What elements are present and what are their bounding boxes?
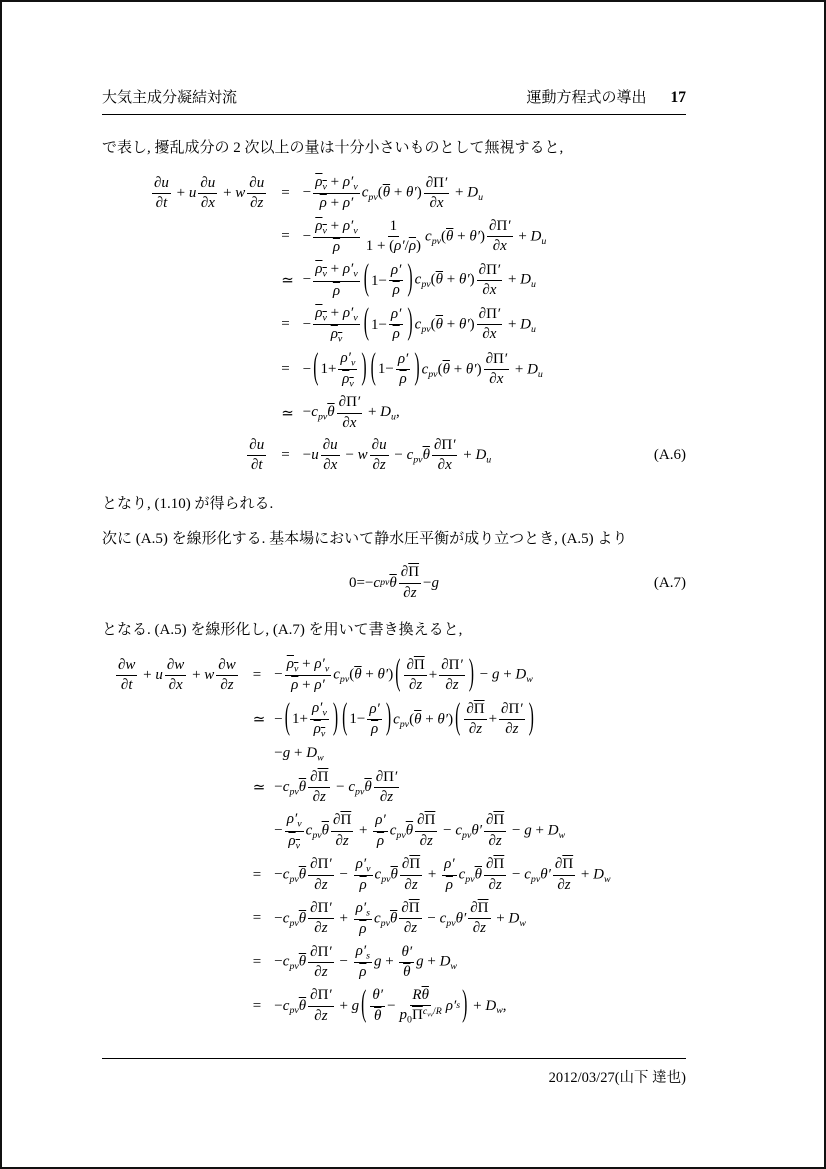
equation-tag (680, 856, 686, 895)
paragraph-linearize: 次に (A.5) を線形化する. 基本場において静水圧平衡が成り立つとき, (A.5) より (102, 531, 628, 547)
equation-lhs (150, 218, 272, 257)
equation-w-row-1 (114, 653, 686, 695)
footer-date: 2012/03/27(山下 達也) (548, 1070, 686, 1086)
equation-relation: = (281, 228, 290, 245)
equation-tag (648, 218, 686, 257)
equation-tag (648, 261, 686, 300)
equation-w-row-9 (114, 983, 686, 1026)
equation-a6-row-5 (150, 347, 686, 390)
equation-a6-row-7 (150, 437, 686, 475)
equation-relation: ≃ (252, 711, 266, 728)
equation-a6-row-2 (150, 218, 686, 257)
equation-tag (680, 700, 686, 740)
header-right-group (526, 86, 686, 107)
equation-lhs (114, 900, 244, 939)
equation-a6-row-3 (150, 258, 686, 300)
equation-a6-row-1 (150, 174, 686, 213)
page-footer (102, 1058, 686, 1087)
equation-rhs: − $\frac{\rho'_v}{\rho_v}$ $c_{pv}\overline{\theta}$ $\frac{\partial\overline{\Pi}}{\partial z}$ + $\frac{\rho'}{\rho}$ $c_{pv}\overline{\theta}$ $\frac{\partial\overline{\Pi}}{\partial z}$ − $c_{pv}\theta'$ $\frac{\partial\overline{\Pi}}{\partial z}$ − $g + D_w$ (274, 811, 566, 851)
equation-relation: = (252, 997, 262, 1014)
equation-relation: ≃ (281, 405, 294, 422)
equation-lhs: $\frac{\partial u}{\partial t}$ (249, 436, 265, 474)
equation-rhs: − $\frac{\rho_v + \rho'_v}{\rho}$ $\frac{1}{1 + (\rho'/\overline{\rho})}$ $c_{pv}(\overline{\theta} + \theta')$ $\frac{\partial\Pi'}{\partial x}$ + $D_u$ (302, 217, 547, 255)
equation-w-row-8 (114, 943, 686, 982)
equation-lhs (150, 305, 272, 345)
equation-block-w (114, 651, 686, 1030)
equation-a6-row-6 (150, 394, 686, 432)
equation-w-row-4 (114, 769, 686, 807)
equation-w-row-2 (114, 697, 686, 740)
equation-relation: = (252, 953, 262, 970)
page-header (102, 86, 686, 115)
equation-tag (680, 811, 686, 851)
equation-lhs: $\frac{\partial w}{\partial t}$ + u $\frac{\partial w}{\partial x}$ + w $\frac{\partial w}{\partial z}$ (118, 656, 236, 693)
equation-rhs: $-c_{pv}\overline{\theta}$ $\frac{\partial\Pi'}{\partial z}$ − $\frac{\rho'_s}{\rho}$ g + $\frac{\theta'}{\theta}$ $g + D_w$ (274, 943, 458, 981)
equation-relation (244, 811, 275, 851)
equation-relation: ≃ (281, 273, 294, 290)
equation-a7-line (102, 560, 686, 606)
equation-relation: = (252, 666, 262, 683)
equation-w-row-6 (114, 856, 686, 895)
equation-a6-row-4 (150, 302, 686, 345)
equation-lhs (114, 987, 244, 1026)
equation-relation: = (281, 360, 290, 377)
equation-a7: 0 = − c pv $\overline{\theta}$ $\partial\overline{\Pi}$ ∂z − g (348, 564, 440, 601)
equation-rhs: − $\frac{\rho_v + \rho'_v}{\rho_v}$ ( 1 − $\frac{\rho'}{\rho}$ ) $c_{pv}(\overline{\theta} + \theta')$ $\frac{\partial\Pi'}{\partial x}$ + $D_u$ (302, 302, 536, 345)
equation-rhs: − $\frac{\rho_v + \rho'_v}{\overline{\rho} + \rho'}$ $c_{pv}(\overline{\theta} + \theta')$ $\frac{\partial\Pi'}{\partial x}$ + $D_u$ (302, 174, 483, 212)
equation-relation: = (252, 910, 262, 927)
equation-tag (680, 656, 686, 695)
equation-tag (648, 350, 686, 390)
equation-lhs (114, 943, 244, 982)
equation-tag (680, 943, 686, 982)
equation-relation: = (281, 184, 290, 201)
equation-rhs: − $\frac{\rho_v + \rho'_v}{\rho}$ ( 1 − $\frac{\rho'}{\rho}$ ) $c_{pv}(\overline{\theta} + \theta')$ $\frac{\partial\Pi'}{\partial x}$ + $D_u$ (302, 258, 536, 299)
equation-lhs (114, 700, 244, 740)
equation-a7-tag: (A.7) (653, 574, 686, 591)
equation-rhs: $-g + D_w$ (274, 745, 324, 764)
equation-rhs: $-c_{pv}\overline{\theta}$ $\frac{\partial\Pi'}{\partial z}$ − $\frac{\rho'_v}{\rho}$ $c_{pv}\overline{\theta}$ $\frac{\partial\overline{\Pi}}{\partial z}$ + $\frac{\rho'}{\rho}$ $c_{pv}\overline{\theta}$ $\frac{\partial\overline{\Pi}}{\partial z}$ − $c_{pv}\theta'$ $\frac{\partial\overline{\Pi}}{\partial z}$ + $D_w$ (274, 855, 611, 894)
equation-lhs (150, 261, 272, 300)
equation-rhs: − ( 1 + $\frac{\rho'_v}{\rho_v}$ ) ( 1 − $\frac{\rho'}{\rho}$ ) $c_{pv}(\overline{\theta} + \theta')$ $\frac{\partial\Pi'}{\partial x}$ + $D_u$ (302, 347, 543, 390)
equation-relation: ≃ (252, 779, 266, 796)
equation-tag (680, 987, 686, 1026)
equation-tag (680, 769, 686, 807)
header-left-title: 大気主成分凝結対流 (102, 90, 238, 106)
equation-relation (244, 744, 275, 763)
equation-tag (680, 744, 686, 763)
equation-rhs: −u $\frac{\partial u}{\partial x}$ − w $\frac{\partial u}{\partial z}$ − $c_{pv}\overline{\theta}$ $\frac{\partial\Pi'}{\partial x}$ + $D_u$ (302, 436, 492, 474)
equation-tag: (A.6) (653, 447, 686, 464)
equation-tag (680, 900, 686, 939)
equation-rhs: $-c_{pv}\overline{\theta}$ $\frac{\partial\Pi'}{\partial z}$ + $\frac{\rho'_s}{\rho}$ $c_{pv}\overline{\theta}$ $\frac{\partial\overline{\Pi}}{\partial z}$ − $c_{pv}\theta'$ $\frac{\partial\overline{\Pi}}{\partial z}$ + $D_w$ (274, 899, 526, 937)
equation-lhs (150, 394, 272, 432)
equation-rhs: $-c_{pv}\overline{\theta}$ $\frac{\partial\Pi'}{\partial z}$ + g ( θ′ $\overline{\theta}$ − $R\overline{\theta}$ $p_0\overline{\Pi}^{c_{vv}/R}$ ρ′ s ) + $D_w$, (274, 983, 507, 1026)
equation-tag (648, 174, 686, 213)
equation-rhs: − ( 1 + $\frac{\rho'_v}{\rho_v}$ ) ( 1 − $\frac{\rho'}{\rho}$ ) $c_{pv}(\overline{\theta} + \theta')$ ( $\partial\overline{\Pi}$ ∂z + $\frac{\partial\Pi'}{\partial z}$ ) (274, 697, 534, 740)
paragraph-rewrite: となる. (A.5) を線形化し, (A.7) を用いて書き換えると, (102, 622, 463, 638)
equation-relation: = (281, 316, 290, 333)
equation-tag (648, 305, 686, 345)
equation-w-row-3 (114, 744, 686, 763)
equation-w-row-5 (114, 811, 686, 851)
paragraph-result: となり, (1.10) が得られる. (102, 496, 274, 512)
equation-relation: = (252, 866, 262, 883)
equation-lhs (114, 856, 244, 895)
equation-w-row-7 (114, 900, 686, 939)
equation-relation: = (281, 447, 290, 464)
equation-block-a6 (150, 169, 686, 479)
equation-rhs: $-c_{pv}\overline{\theta}$ $\frac{\partial\overline{\Pi}}{\partial z}$ − $c_{pv}\overline{\theta}$ $\frac{\partial\Pi'}{\partial z}$ (274, 768, 398, 805)
equation-lhs (114, 769, 244, 807)
equation-rhs: − $\frac{\rho_v + \rho'_v}{\overline{\rho} + \rho'}$ $c_{pv}(\overline{\theta} + \theta')$ ( $\partial\overline{\Pi}$ ∂z + $\frac{\partial\Pi'}{\partial z}$ ) − $g + D_w$ (274, 653, 533, 694)
header-right-title: 運動方程式の導出 (526, 90, 647, 106)
equation-tag (648, 394, 686, 432)
paragraph-intro: で表し, 擾乱成分の 2 次以上の量は十分小さいものとして無視すると, (102, 140, 564, 156)
equation-lhs (114, 811, 244, 851)
equation-lhs: $\frac{\partial u}{\partial t}$ + u $\frac{\partial u}{\partial x}$ + w $\frac{\partial u}{\partial z}$ (154, 174, 265, 211)
page-number: 17 (670, 89, 686, 106)
equation-lhs (114, 744, 244, 763)
equation-rhs: $-c_{pv}\overline{\theta}$ $\frac{\partial\Pi'}{\partial x}$ + $D_u$, (302, 394, 400, 431)
equation-lhs (150, 350, 272, 390)
